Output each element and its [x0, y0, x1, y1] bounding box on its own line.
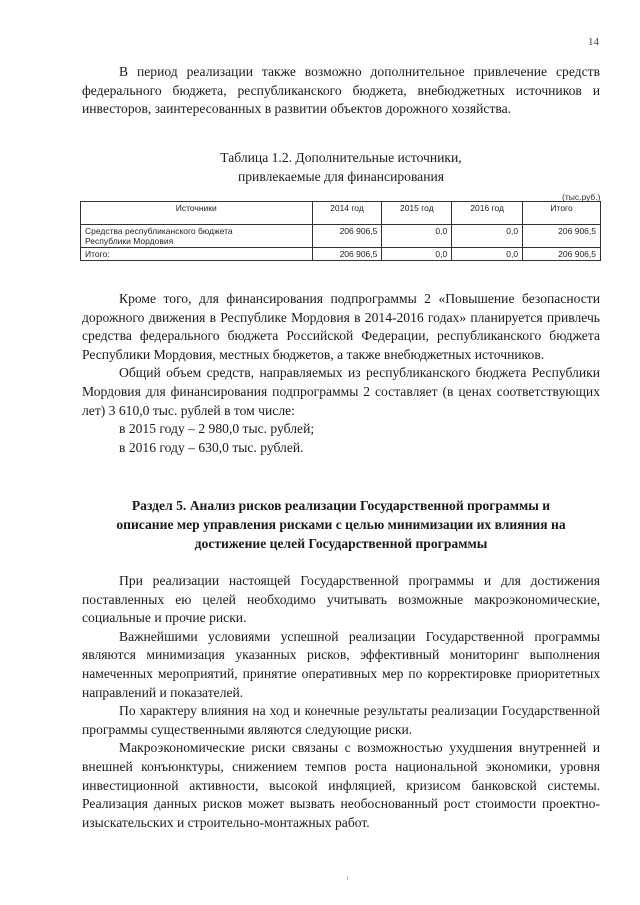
funding-paragraph-2: Общий объем средств, направляемых из республиканского бюджета Республики Мордовия для финансирования подпрограммы 2 составляет (в ценах соответствующих лет) 3 610,0 тыс. рублей в том числе: [82, 365, 600, 418]
funding-paragraph-1: Кроме того, для финансирования подпрограммы 2 «Повышение безопасности дорожного движения в Республике Мордовия в 2014-2016 годах» планируется привлечь средства федерального бюджета Российской Федерации, республиканского бюджета Республики Мордовия, местных бюджетов, а также внебюджетных источников. [82, 291, 600, 362]
risks-section [82, 572, 600, 832]
header-sources: Источники [81, 202, 313, 225]
table-row [81, 225, 601, 248]
cell-total: 206 906,5 [523, 248, 601, 261]
header-2014: 2014 год [312, 202, 382, 225]
cell-2015: 0,0 [382, 225, 452, 248]
section-heading-line2: описание мер управления рисками с целью минимизации их влияния на [116, 517, 566, 532]
scan-mark [347, 876, 348, 880]
risks-paragraph-2: Важнейшими условиями успешной реализации Государственной программы являются минимизация указанных рисков, эффективный мониторинг выполнения намеченных мероприятий, принятие оперативных мер по корректировке приоритетных направлений и показателей. [82, 628, 600, 700]
row-label: Итого: [81, 248, 313, 261]
row-label [81, 225, 313, 248]
section-heading [82, 496, 600, 553]
risks-paragraph-3: По характеру влияния на ход и конечные результаты реализации Государственной программы существенными являются следующие риски. [82, 703, 600, 737]
cell-2014: 206 906,5 [312, 225, 382, 248]
section-heading-line3: достижение целей Государственной программы [194, 536, 488, 551]
row-label-line2: Республики Мордовия [85, 236, 174, 246]
funding-section [82, 290, 600, 457]
cell-2016: 0,0 [452, 248, 523, 261]
table-caption [82, 149, 600, 186]
section-heading-line1: Раздел 5. Анализ рисков реализации Государственной программы и [131, 498, 551, 513]
risks-paragraph-4: Макроэкономические риски связаны с возможностью ухудшения внутренней и внешней конъюнктуры, снижением темпов роста национальной экономики, уровня инвестиционной активности, высокой инфляцией, кризисом банковской системы. Реализация данных рисков может вызвать необоснованный рост стоимости проектно-изыскательских и строительно-монтажных работ. [82, 740, 600, 830]
cell-2016: 0,0 [452, 225, 523, 248]
table-total-row [81, 248, 601, 261]
sources-table [80, 201, 601, 261]
intro-paragraph: В период реализации также возможно дополнительное привлечение средств федерального бюджета, республиканского бюджета, внебюджетных источников и инвесторов, заинтересованных в развитии объектов дорожного хозяйства. [82, 64, 600, 117]
header-2015: 2015 год [382, 202, 452, 225]
header-total: Итого [523, 202, 601, 225]
table-header-row [81, 202, 601, 225]
header-2016: 2016 год [452, 202, 523, 225]
table-caption-line1: Таблица 1.2. Дополнительные источники, [220, 150, 462, 165]
cell-total: 206 906,5 [523, 225, 601, 248]
funding-2015-line: в 2015 году – 2 980,0 тыс. рублей; [119, 421, 315, 437]
funding-2016-line: в 2016 году – 630,0 тыс. рублей. [119, 439, 304, 455]
table-unit: (тыс.руб.) [562, 192, 601, 202]
cell-2014: 206 906,5 [312, 248, 382, 261]
table-caption-line2: привлекаемые для финансирования [237, 168, 445, 184]
row-label-line1: Средства республиканского бюджета [85, 226, 233, 236]
cell-2015: 0,0 [382, 248, 452, 261]
risks-paragraph-1: При реализации настоящей Государственной программы и для достижения поставленных ею целей необходимо учитывать возможные макроэкономические, социальные и прочие риски. [82, 573, 600, 626]
page-number: 14 [588, 36, 599, 48]
intro-section [82, 63, 600, 119]
